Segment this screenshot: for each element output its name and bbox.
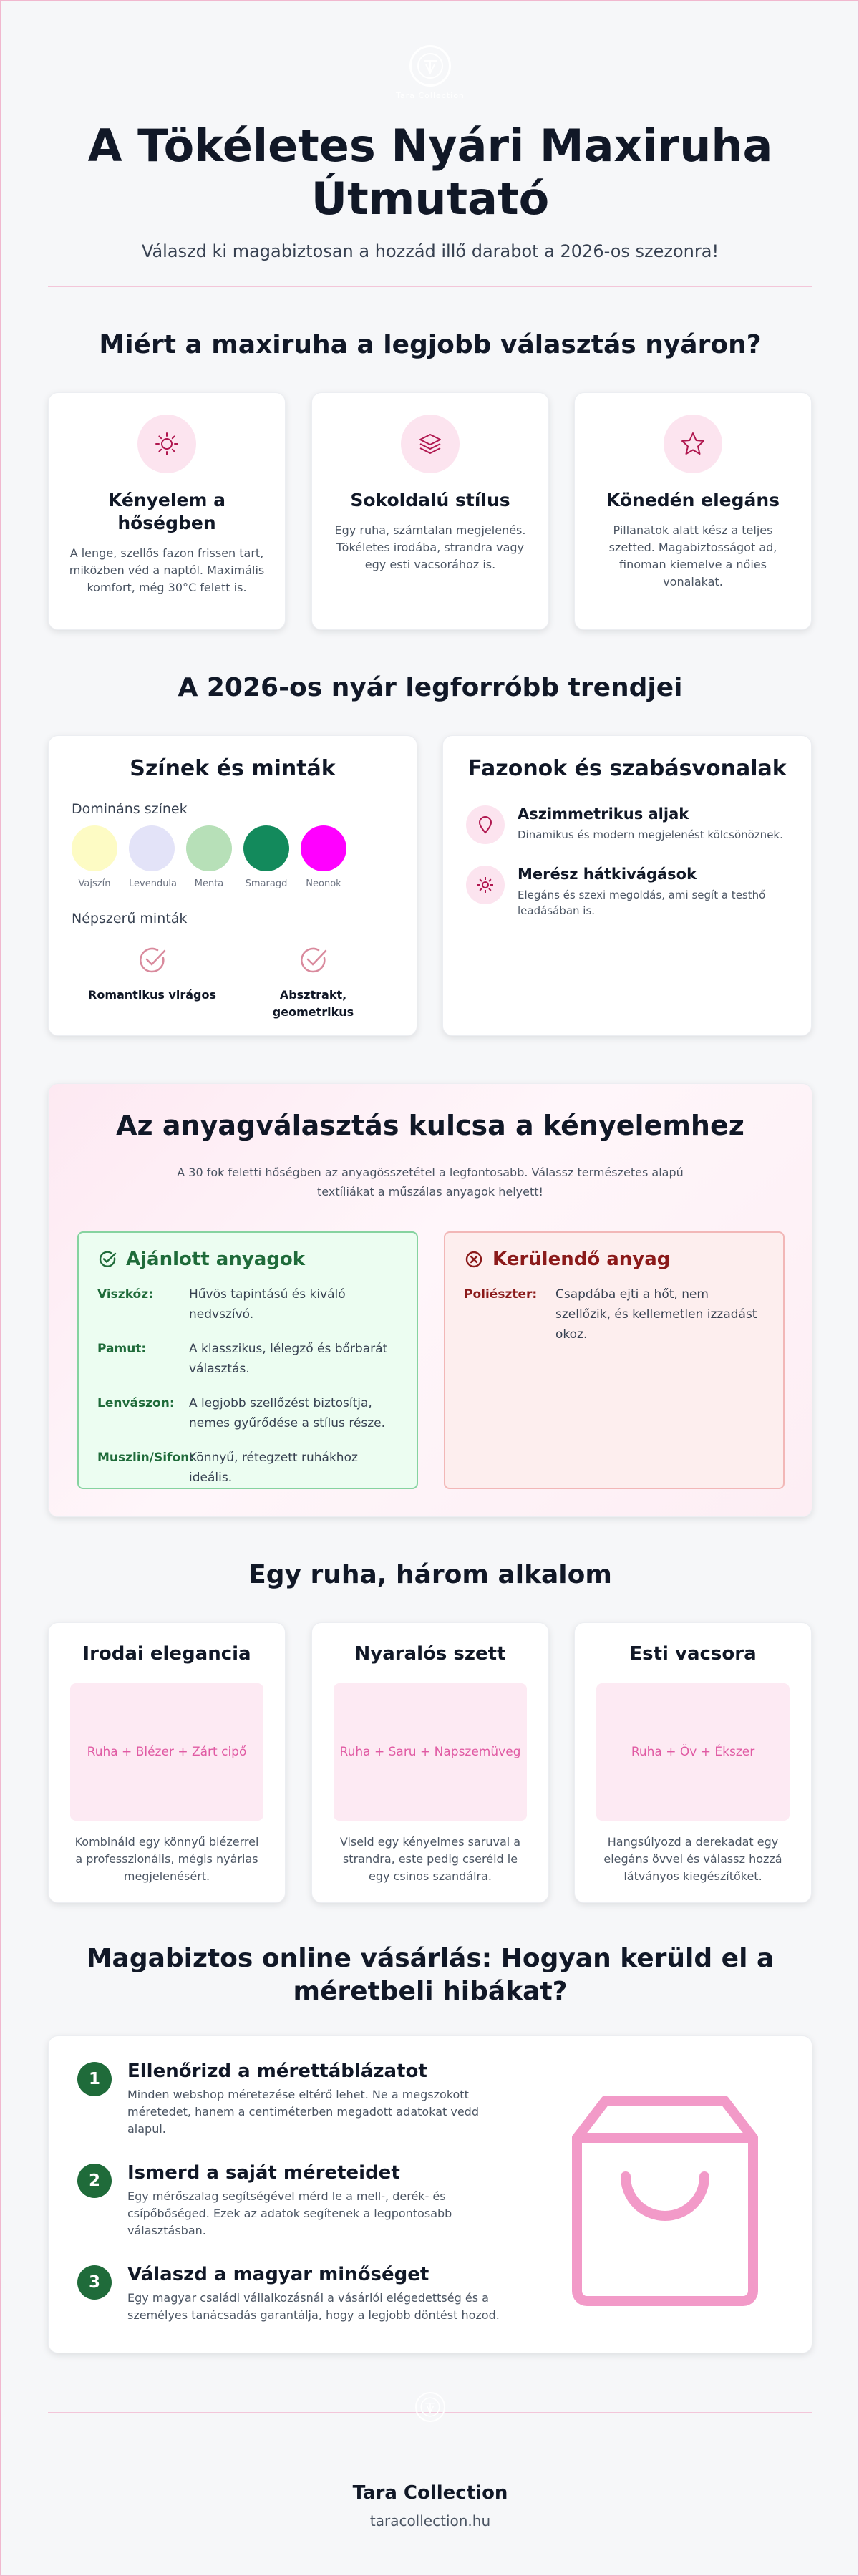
step-text: Egy magyar családi vállalkozásnál a vásárlói elégedettség és a személyes tanácsadás garantálja, hogy a legjobb döntést hozod.: [127, 2291, 500, 2322]
step-title: Ellenőrizd a mérettáblázatot: [127, 2061, 427, 2082]
footer-brand-name: Tara Collection: [352, 2482, 508, 2504]
swatch-item: [243, 825, 289, 889]
pattern-item: [72, 944, 233, 1021]
step-text: Minden webshop méretezése eltérő lehet. Ne a megszokott méretedet, hanem a centiméterben megadott adatokat vedd alapul.: [127, 2088, 479, 2136]
shape-title: Aszimmetrikus aljak: [518, 805, 689, 823]
step-number: 1: [77, 2062, 112, 2096]
divider: [48, 286, 812, 287]
material-row: [97, 1393, 398, 1433]
step-number: 3: [77, 2265, 112, 2300]
swatch-item: [301, 825, 346, 889]
pin-icon: [466, 805, 505, 844]
occasion-card-office: [48, 1622, 286, 1903]
swatch-name: Neonok: [306, 878, 341, 889]
material-desc: Könnyű, rétegzett ruhákhoz ideális.: [189, 1451, 358, 1485]
card-title: Fazonok és szabásvonalak: [467, 756, 787, 781]
occasion-text: Viseld egy kényelmes saruval a strandra, este pedig cseréld le egy csinos szandálra.: [339, 1835, 521, 1883]
footer-logo-icon: [415, 2392, 445, 2422]
color-swatch: [186, 825, 232, 871]
material-desc: A klasszikus, lélegző és bőrbarát választás.: [189, 1342, 388, 1376]
shopping-steps-card: [48, 2035, 812, 2353]
check-circle-icon: [136, 944, 169, 977]
why-card-versatile: [311, 392, 549, 630]
layers-icon: [401, 415, 460, 473]
material-desc: Hűvös tapintású és kiváló nedvszívó.: [189, 1287, 346, 1322]
materials-title: Az anyagválasztás kulcsa a kényelemhez: [116, 1110, 744, 1141]
material-name: Lenvászon:: [97, 1396, 175, 1410]
swatch-item: [186, 825, 232, 889]
shopping-section-title: Magabiztos online vásárlás: Hogyan kerüld el a méretbeli hibákat?: [86, 1944, 775, 2006]
step-title: Ismerd a saját méreteidet: [127, 2162, 400, 2184]
occasion-image-placeholder: Ruha + Saru + Napszemüveg: [334, 1683, 527, 1821]
color-swatch: [72, 825, 117, 871]
occasion-card-evening: [574, 1622, 812, 1903]
color-swatch: [243, 825, 289, 871]
materials-card: [48, 1083, 812, 1517]
occasion-card-vacation: [311, 1622, 549, 1903]
step-text: Egy mérőszalag segítségével mérd le a mell-, derék- és csípőbőséged. Ezek az adatok segítenek a legpontosabb választásban.: [127, 2189, 452, 2237]
recommended-title: Ajánlott anyagok: [126, 1249, 306, 1270]
check-circle-icon: [97, 1249, 117, 1269]
occasion-title: Nyaralós szett: [354, 1643, 506, 1665]
swatch-name: Vajszín: [78, 878, 111, 889]
materials-intro: A 30 fok feletti hőségben az anyagösszetétel a legfontosabb. Válassz természetes alapú textíliákat a műszálas anyagok helyett!: [177, 1166, 684, 1199]
occasion-title: Irodai elegancia: [82, 1643, 251, 1665]
occasion-text: Hangsúlyozd a derekadat egy elegáns övvel és válassz hozzá látványos kiegészítőket.: [603, 1835, 782, 1883]
occasion-image-placeholder: Ruha + Öv + Ékszer: [596, 1683, 790, 1821]
sun-icon: [137, 415, 196, 473]
material-row: [97, 1448, 398, 1488]
material-row: [97, 1284, 398, 1325]
page-title: A Tökéletes Nyári Maxiruha Útmutató: [87, 120, 773, 225]
material-name: Muszlin/Sifon:: [97, 1451, 195, 1465]
patterns-label: Népszerű minták: [72, 911, 188, 926]
brand-logo-text: Tara Collection: [396, 91, 465, 100]
color-swatch: [301, 825, 346, 871]
swatch-name: Smaragd: [245, 878, 288, 889]
shape-text: Dinamikus és modern megjelenést kölcsönöznek.: [518, 828, 783, 841]
recommended-header: [97, 1249, 398, 1270]
footer-url-link[interactable]: taracollection.hu: [369, 2512, 491, 2529]
material-name: Pamut:: [97, 1342, 147, 1356]
material-row: [97, 1339, 398, 1379]
occasions-section-title: Egy ruha, három alkalom: [248, 1560, 612, 1589]
shape-item: [466, 805, 788, 844]
swatch-item: [129, 825, 178, 889]
why-card-title: Könedén elegáns: [606, 490, 780, 510]
material-desc: Csapdába ejti a hőt, nem szellőzik, és kellemetlen izzadást okoz.: [555, 1287, 757, 1342]
material-name: Poliészter:: [464, 1287, 538, 1302]
page-subtitle: Válaszd ki magabiztosan a hozzád illő darabot a 2026-os szezonra!: [141, 241, 719, 261]
color-swatch: [129, 825, 175, 871]
step-title: Válaszd a magyar minőséget: [127, 2264, 430, 2285]
why-section-title: Miért a maxiruha a legjobb választás nyáron?: [99, 330, 762, 359]
shape-item: [466, 866, 788, 919]
shopping-bag-icon: [568, 2093, 762, 2308]
why-card-text: A lenge, szellős fazon frissen tart, miközben véd a naptól. Maximális komfort, még 30°C felett is.: [69, 546, 265, 594]
trends-section-title: A 2026-os nyár legforróbb trendjei: [178, 673, 683, 702]
infographic-page: [1, 1, 859, 2576]
avoid-materials-box: [444, 1231, 785, 1489]
material-name: Viszkóz:: [97, 1287, 153, 1302]
swatch-name: Levendula: [129, 878, 178, 889]
why-card-elegant: [574, 392, 812, 630]
why-card-title: Kényelem a hőségben: [107, 490, 226, 533]
card-title: Színek és minták: [130, 756, 336, 781]
avoid-header: [464, 1249, 765, 1270]
swatch-name: Menta: [194, 878, 224, 889]
avoid-title: Kerülendő anyag: [492, 1249, 671, 1270]
star-icon: [664, 415, 722, 473]
swatch-item: [72, 825, 117, 889]
shape-text: Elegáns és szexi megoldás, ami segít a testhő leadásában is.: [518, 888, 766, 917]
why-card-comfort: [48, 392, 286, 630]
why-card-text: Egy ruha, számtalan megjelenés. Tökéletes irodába, strandra vagy egy esti vacsorához is.: [334, 523, 526, 571]
occasion-text: Kombináld egy könnyű blézerrel a professzionális, mégis nyárias megjelenésért.: [74, 1835, 259, 1883]
material-desc: A legjobb szellőzést biztosítja, nemes gyűrődése a stílus része.: [189, 1396, 386, 1430]
why-card-title: Sokoldalú stílus: [350, 490, 510, 510]
pattern-name: Absztrakt, geometrikus: [272, 988, 354, 1019]
step-number: 2: [77, 2164, 112, 2198]
occasion-image-placeholder: Ruha + Blézer + Zárt cipő: [70, 1683, 263, 1821]
gear-icon: [466, 866, 505, 904]
recommended-materials-box: [77, 1231, 418, 1489]
pattern-list: [72, 944, 394, 1021]
why-card-text: Pillanatok alatt kész a teljes szetted. Magabiztosságot ad, finoman kiemelve a nőies vonalakat.: [608, 523, 777, 589]
x-circle-icon: [464, 1249, 484, 1269]
colors-patterns-card: [48, 735, 417, 1036]
material-row: [464, 1284, 765, 1345]
brand-logo-icon: [409, 45, 451, 87]
dominant-colors-label: Domináns színek: [72, 801, 188, 817]
shape-title: Merész hátkivágások: [518, 866, 697, 883]
pattern-item: [233, 944, 394, 1021]
pattern-name: Romantikus virágos: [88, 988, 216, 1002]
check-circle-icon: [297, 944, 330, 977]
color-swatch-list: [72, 825, 394, 889]
shapes-card: [442, 735, 812, 1036]
occasion-title: Esti vacsora: [629, 1643, 757, 1665]
